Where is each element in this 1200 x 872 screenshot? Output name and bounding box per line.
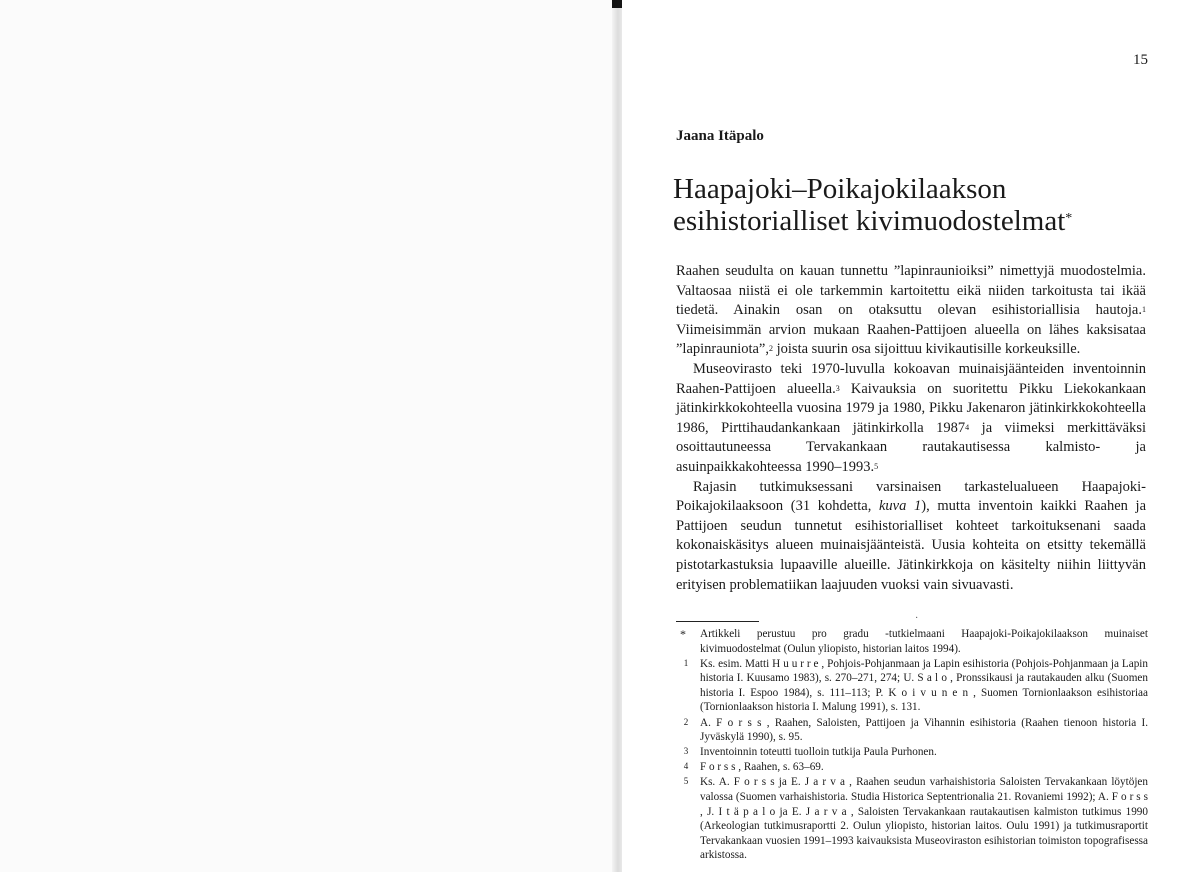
author-name: Jaana Itäpalo <box>676 128 764 144</box>
page-number: 15 <box>1133 52 1148 68</box>
title-line-1: Haapajoki–Poikajokilaakson <box>673 173 1007 205</box>
body-paragraph <box>676 478 1146 596</box>
footnote-text: Ks. A. F o r s s ja E. J a r v a , Raahen seudun varhaishistoria Saloisten Tervakankaan löytöjen valossa (Suomen varhaishistoria. Studia Historica Septentrionalia 21. Rovaniemi 1992); A. F o r s s , J. I t ä p a l o ja E. J a r v a , Saloisten Tervakankaan rautakautisen kalmiston tutkimus 1990 (Arkeologian tutkimusraportti 2. Oulun yliopisto, historian laitos. Oulu 1991) ja tutkimusraportit Tervakankaan vuosien 1991–1993 kaivauksista Museoviraston esihistorian toimiston topografisessa arkistossa. <box>700 776 1148 862</box>
article-title <box>673 173 1133 237</box>
footnote <box>676 627 1148 656</box>
footnote-text: Artikkeli perustuu pro gradu -tutkielmaani Haapajoki-Poikajokilaakson muinaiset kivimuodostelmat (Oulun yliopisto, historian laitos 1994). <box>700 628 1148 655</box>
title-footnote-marker: * <box>1065 211 1073 226</box>
article-body <box>676 262 1146 595</box>
figure-reference: kuva 1 <box>879 498 922 515</box>
footnote-mark: * <box>680 627 686 641</box>
text-run: Rajasin tutkimuksessani varsinaisen tarkastelualueen Haapajoki-Poikajokilaaksoon (31 kohdetta, <box>676 478 1146 515</box>
footnote-mark: 2 <box>683 716 689 727</box>
footnote <box>676 716 1148 745</box>
footnote-mark: 1 <box>683 657 689 668</box>
footnotes <box>676 627 1148 864</box>
scan-speck: · <box>915 613 919 624</box>
footnote <box>676 745 1148 760</box>
text-run: ja viimeksi merkittäväksi osoittautuneessa Tervakankaan rautakautisessa kalmisto- ja asuinpaikkakohteessa 1990–1993. <box>676 419 1146 475</box>
body-paragraph <box>676 360 1146 478</box>
footnote-ref: 5 <box>874 461 879 471</box>
footnote <box>676 760 1148 775</box>
footnote-text: F o r s s , Raahen, s. 63–69. <box>700 761 824 774</box>
text-run: Viimeisimmän arvion mukaan Raahen-Pattijoen alueella on lähes kaksisataa ”lapinrauniota”, <box>676 321 1146 358</box>
footnote-ref: 2 <box>769 344 773 354</box>
text-run: ), mutta inventoin kaikki Raahen ja Pattijoen seudun tunnetut esihistorialliset kohteet tarkoituksenani saada kokonaiskäsitys alueen muinaisjäänteistä. Uusia kohteita on etsitty tekemällä pistotarkastuksia lupaaville alueille. Jätinkirkkoja on käsitelty niihin liittyvän erityisen problematiikan laajuuden vuoksi vain sivuavasti. <box>676 498 1147 593</box>
footnote-ref: 4 <box>965 422 970 432</box>
footnote <box>676 775 1148 863</box>
footnote-ref: 1 <box>1142 305 1146 315</box>
text-run: joista suurin osa sijoittuu kivikautisille korkeuksille. <box>773 341 1081 358</box>
body-paragraph <box>676 262 1146 360</box>
footnote-mark: 5 <box>683 776 689 787</box>
footnote-mark: 4 <box>683 761 689 772</box>
footnote-text: A. F o r s s , Raahen, Saloisten, Pattijoen ja Vihannin esihistoria (Raahen tienoon historia I. Jyväskylä 1990), s. 95. <box>700 716 1148 744</box>
footnote-separator <box>676 621 759 622</box>
text-run: Museovirasto teki 1970-luvulla kokoavan muinaisjäänteiden inventoinnin Raahen-Pattijoen alueella. <box>676 360 1146 397</box>
footnote-ref: 3 <box>835 383 840 393</box>
footnote <box>676 657 1148 715</box>
title-line-2: esihistorialliset kivimuodostelmat <box>673 205 1066 237</box>
footnote-mark: 3 <box>683 746 689 757</box>
footnote-text: Inventoinnin toteutti tuolloin tutkija Paula Purhonen. <box>700 746 937 759</box>
text-run: Raahen seudulta on kauan tunnettu ”lapinraunioiksi” nimettyjä muodostelmia. Valtaosaa niistä ei ole tarkemmin kartoitettu eikä niiden tarkoitusta tai ikää tiedetä. Ainakin osan on otaksuttu olevan esihistoriallisia hautoja. <box>676 263 1146 319</box>
footnote-text: Ks. esim. Matti H u u r r e , Pohjois-Pohjanmaan ja Lapin esihistoria (Pohjois-Pohjanmaan ja Lapin historia I. Kuusamo 1983), s. 270–271, 274; U. S a l o , Pronssikausi ja rautakauden alku (Suomen historia I. Espoo 1984), s. 111–113; P. K o i v u n e n , Suomen Tornionlaakson esihistoriaa (Tornionlaakson historia I. Malung 1991), s. 131. <box>700 657 1148 714</box>
text-run: Kaivauksia on suoritettu Pikku Liekokankaan jätinkirkkokohteella vuosina 1979 ja 1980, Pikku Jakenaron jätinkirkkokohteella 1986, Pirttihaudankankaan jätinkirkolla 1987 <box>676 380 1147 436</box>
